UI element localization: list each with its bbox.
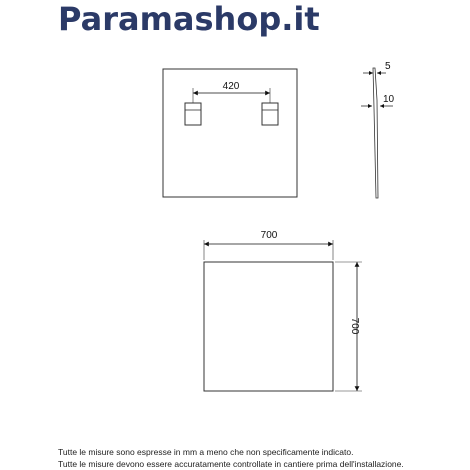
dimension-label-width: 700 [260,230,278,241]
brand-logo-text: Paramashop.it [58,0,320,38]
bracket-right [262,103,278,125]
dimension-label-10: 10 [383,94,395,105]
bracket-left [185,103,201,125]
back-view [163,69,297,197]
mirror-front-outline [204,262,333,391]
footer-note-units: Tutte le misure sono espresse in mm a meno che non specificamente indicato. [58,447,354,457]
dimension-label-5: 5 [385,61,391,72]
front-view [204,230,362,391]
side-profile [373,68,378,198]
footer-note-verify: Tutte le misure devono essere accuratamente controllate in cantiere prima dell'installazione. [58,459,404,469]
dimension-label-height: 700 [349,317,360,335]
side-view [361,61,395,198]
dimension-label-420: 420 [222,81,240,92]
